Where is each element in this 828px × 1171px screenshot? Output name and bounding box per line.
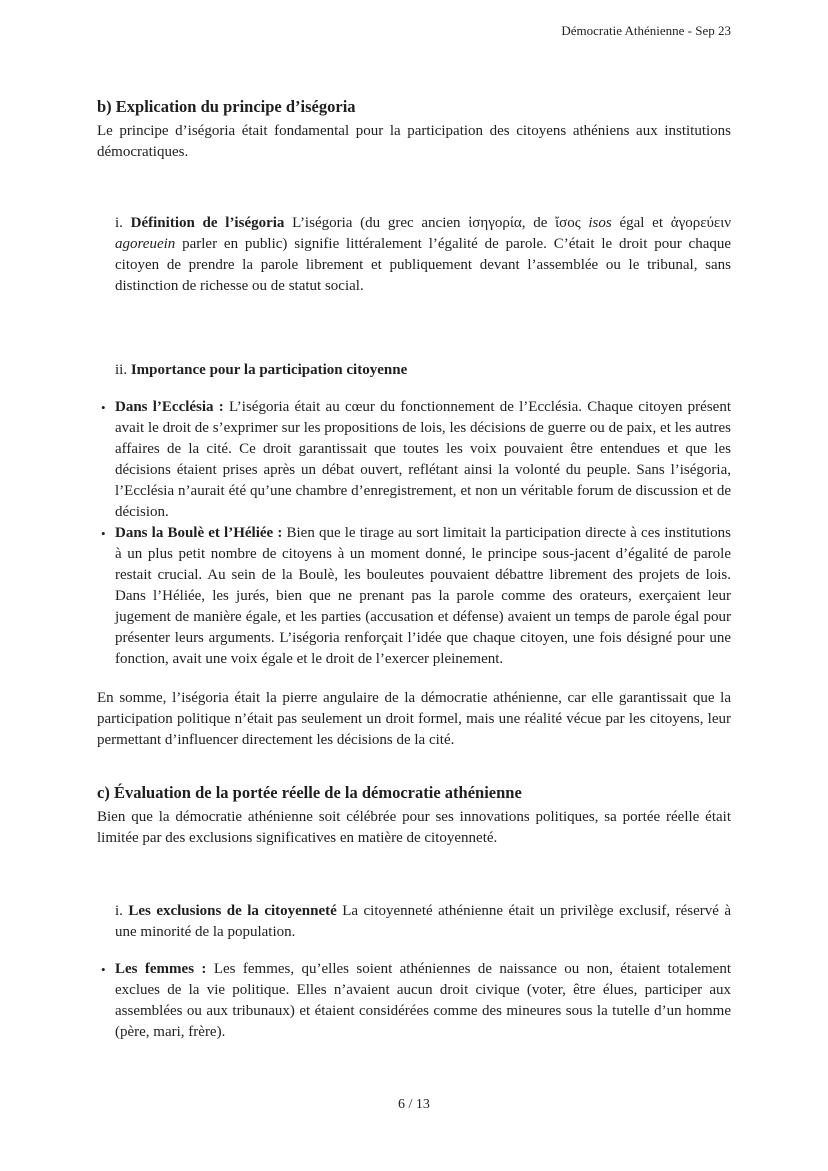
list-item-ecclesia <box>97 397 731 523</box>
exclusions-bullet-list <box>97 959 731 1043</box>
page-footer <box>0 1096 828 1114</box>
definition-body-part: parler en public) signifie littéralement l’égalité de parole. C’était le droit pour chaque citoyen de prendre la parole librement et publiquement devant l’assemblée ou le tribunal, sans distinction de richesse ou de statut social. <box>115 236 732 294</box>
page-header <box>97 22 731 39</box>
exclusions-body: La citoyenneté athénienne était un privilège exclusif, réservé à une minorité de la population. <box>115 903 732 940</box>
bullet-text: Les femmes, qu’elles soient athéniennes de naissance ou non, étaient totalement exclues de la vie politique. Elles n’avaient aucun droit civique (voter, être élues, participer aux assemblées ou aux tribunaux) et étaient considérées comme des mineures sous la tutelle d’un homme (père, mari, frère). <box>115 961 731 1040</box>
bullet-lead: Les femmes : <box>115 961 207 977</box>
importance-title: Importance pour la participation citoyenne <box>130 362 408 378</box>
bullet-text: L’iségoria était au cœur du fonctionnement de l’Ecclésia. Chaque citoyen présent avait le droit de s’exprimer sur les propositions de lois, les décisions de guerre ou de paix, et les autres affaires de la cité. Ce droit garantissait que toutes les voix pouvaient être entendues et que les décisions étaient prises après un débat ouvert, reflétant ainsi la volonté du peuple. Sans l’iségoria, l’Ecclésia n’aurait été qu’une chambre d’enregistrement, et non un véritable forum de discussion et de décision. <box>115 399 731 520</box>
importance-numeral: ii. <box>115 362 128 378</box>
greek-transliteration-isos: isos <box>588 215 612 231</box>
definition-title: Définition de l’iségoria <box>130 215 285 231</box>
exclusions-numeral: i. <box>115 903 123 919</box>
list-item-femmes <box>97 959 731 1043</box>
definition-numeral: i. <box>115 215 123 231</box>
section-b-intro: Le principe d’iségoria était fondamental pour la participation des citoyens athéniens aux institutions démocratiques. <box>97 123 731 160</box>
bullet-lead: Dans la Boulè et l’Héliée : <box>115 525 283 541</box>
section-c-intro: Bien que la démocratie athénienne soit célébrée pour ses innovations politiques, sa portée réelle était limitée par des exclusions significatives en matière de citoyenneté. <box>97 809 731 846</box>
list-item-boule-heliee <box>97 523 731 670</box>
greek-transliteration-agoreuein: agoreuein <box>115 236 176 252</box>
section-b-conclusion: En somme, l’iségoria était la pierre angulaire de la démocratie athénienne, car elle garantissait que la participation politique n’était pas seulement un droit formel, mais une réalité vécue par les citoyens, leur permettant d’influencer directement les décisions de la cité. <box>97 690 731 748</box>
definition-body-part: égal et ἀγορεύειν <box>619 215 732 231</box>
bullet-text: Bien que le tirage au sort limitait la participation directe à ces institutions à un plus petit nombre de citoyens à un moment donné, le principe sous-jacent d’égalité de parole restait crucial. Au sein de la Boulè, les bouleutes pouvaient débattre librement des projets de lois. Dans l’Héliée, les jurés, bien que ne prenant pas la parole comme des orateurs, exerçaient leur jugement de manière égale, et les parties (accusation et défense) avaient un temps de parole égal pour présenter leurs arguments. L’iségoria renforçait l’idée que chaque citoyen, une fois désigné pour une fonction, avait une voix égale et le droit de l’exercer pleinement. <box>115 525 732 667</box>
section-b-heading: b) Explication du principe d’iségoria <box>97 97 356 116</box>
importance-heading <box>115 360 731 381</box>
header-title: Démocratie Athénienne - Sep 23 <box>561 23 731 38</box>
exclusions-title: Les exclusions de la citoyenneté <box>128 903 337 919</box>
definition-isegoria-paragraph <box>115 213 731 297</box>
exclusions-paragraph <box>115 901 731 943</box>
page-number: 6 / 13 <box>398 1097 430 1112</box>
section-c-heading: c) Évaluation de la portée réelle de la démocratie athénienne <box>97 783 522 802</box>
definition-body-part: L’iségoria (du grec ancien ἰσηγορία, de ἴσος <box>292 215 581 231</box>
institutions-bullet-list <box>97 397 731 670</box>
bullet-lead: Dans l’Ecclésia : <box>115 399 224 415</box>
